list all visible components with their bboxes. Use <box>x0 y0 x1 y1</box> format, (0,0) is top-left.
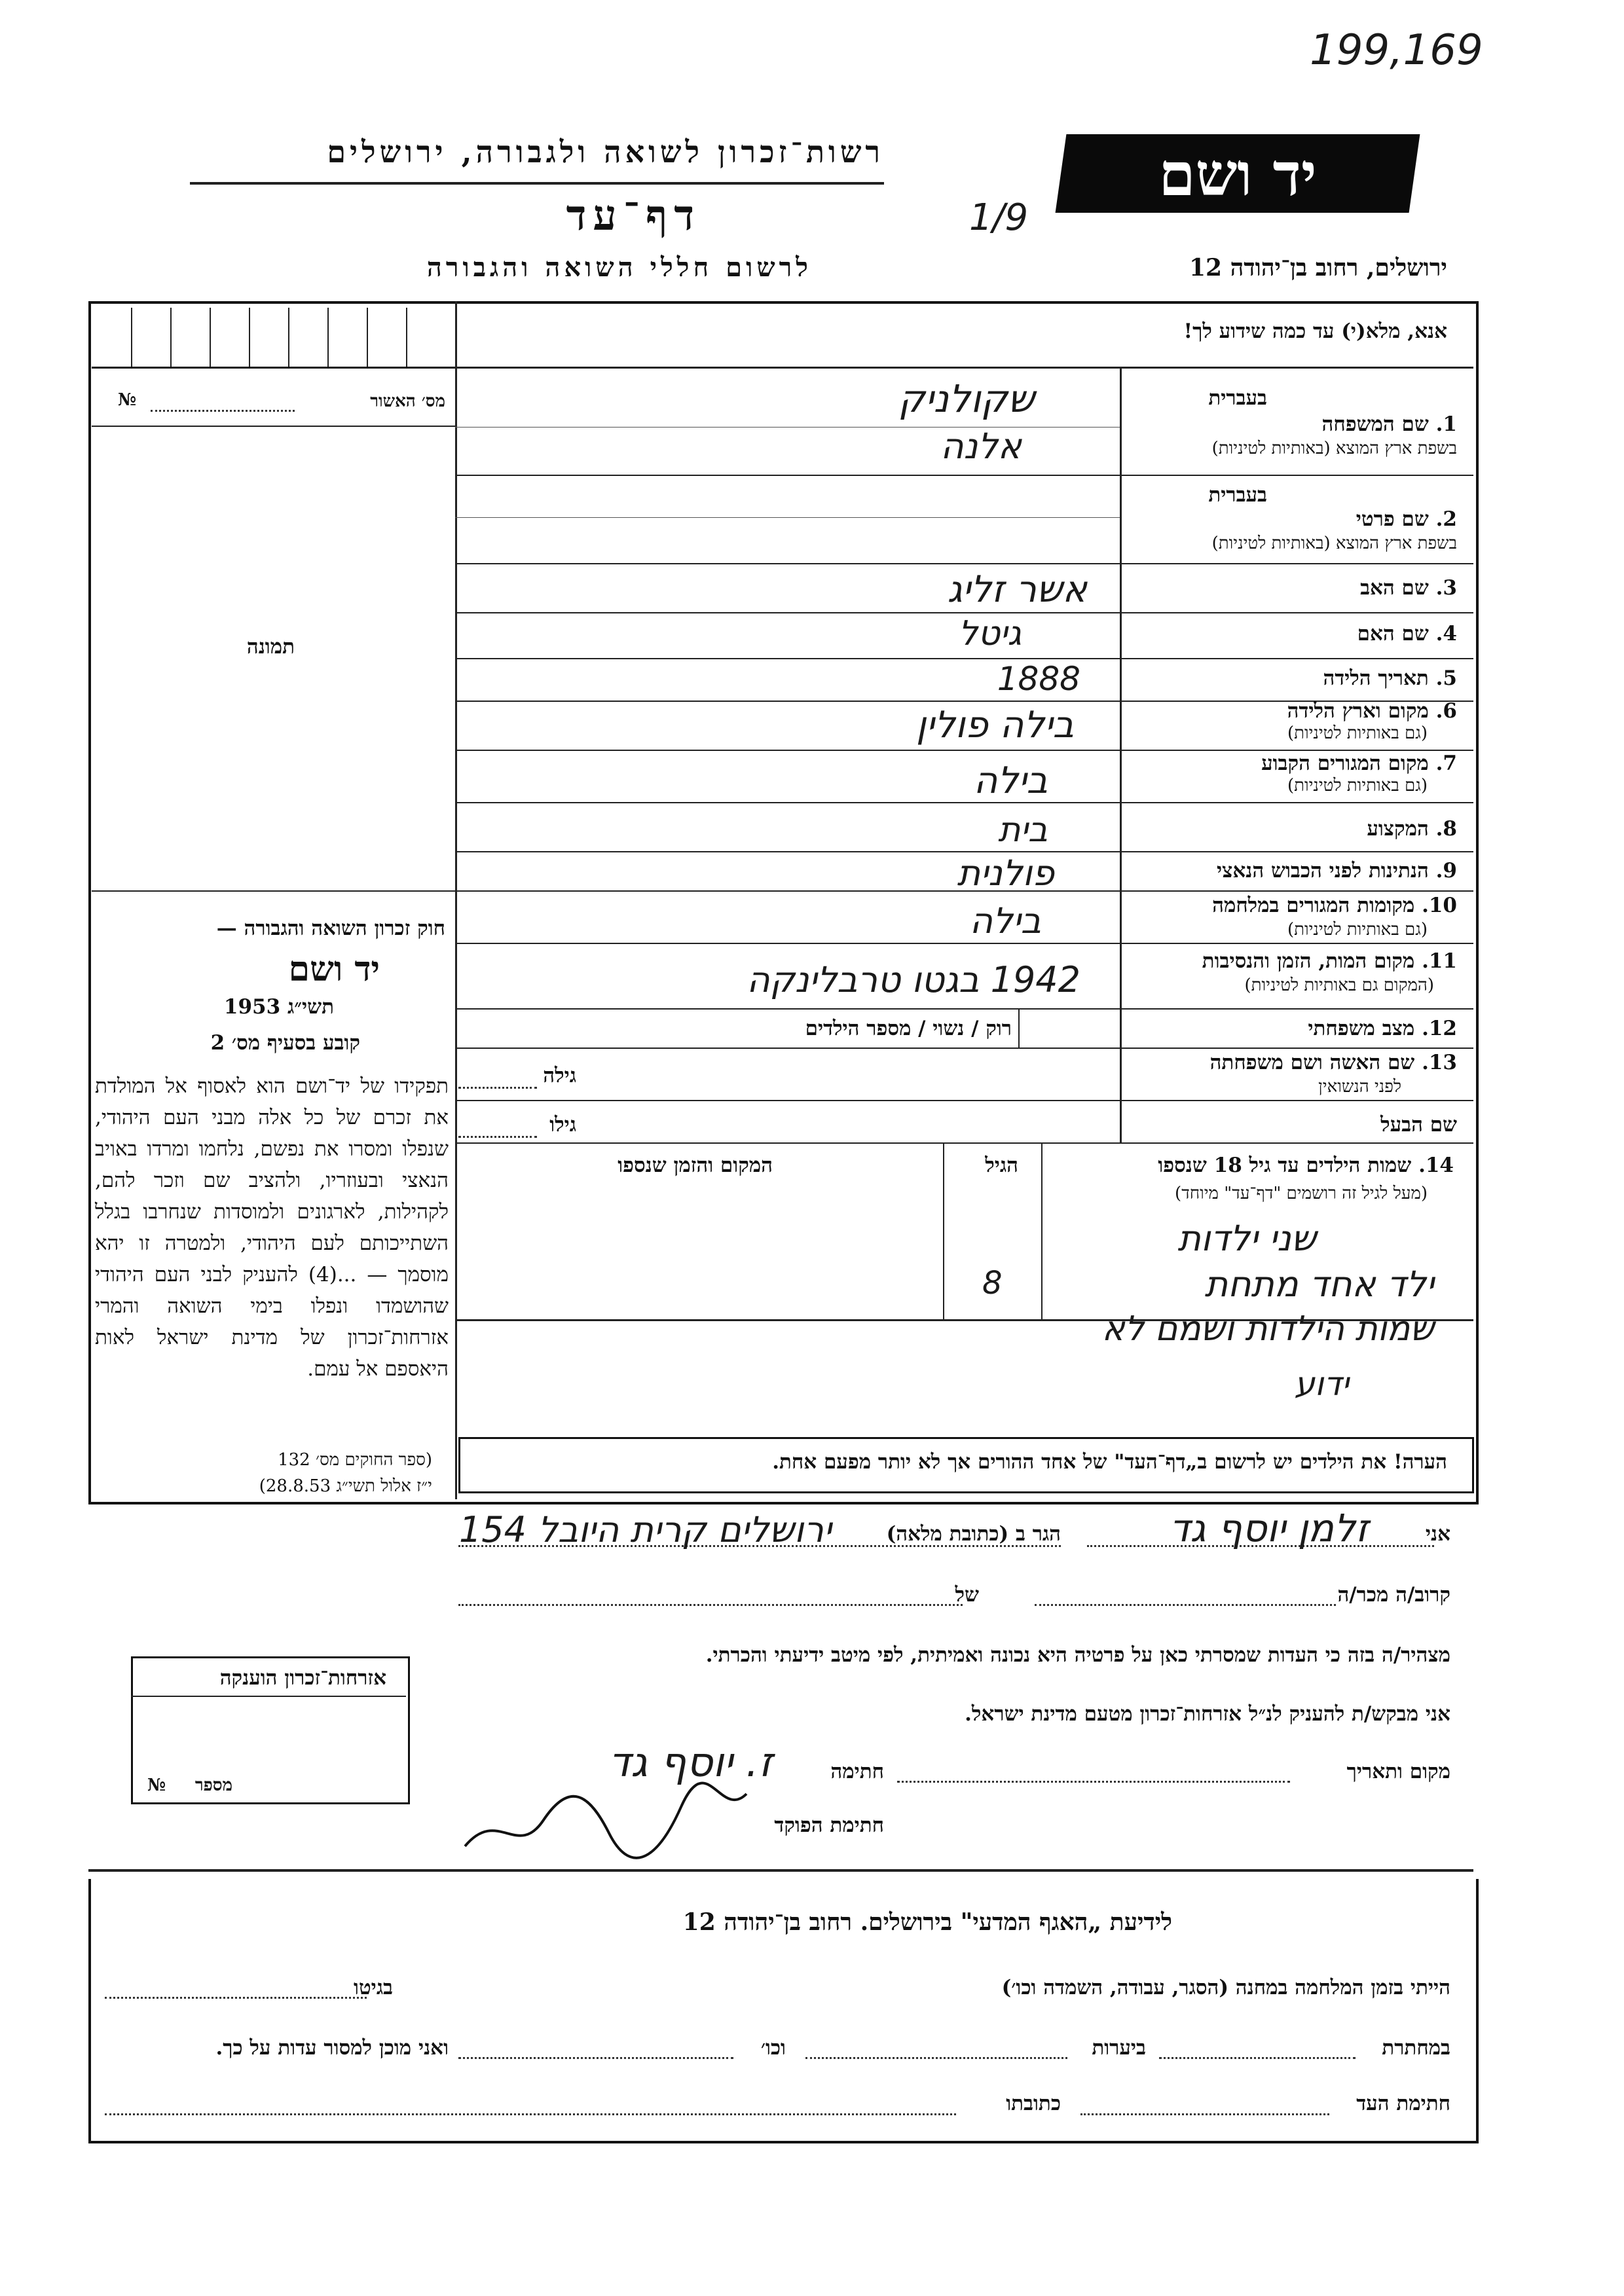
approval-no-symbol: № <box>118 390 137 410</box>
field-3-label: 3. שם האב <box>1360 576 1457 600</box>
decl-ani: אני <box>1425 1522 1450 1546</box>
in-hebrew-2: בעברית <box>1208 483 1267 507</box>
address: ירושלים, רחוב בן־יהודה 12 <box>1189 254 1447 282</box>
children-label: 14. שמות הילדים עד גיל 18 שנספו <box>1158 1154 1454 1177</box>
field-11-label: 11. מקום המות, הזמן והנסיבות <box>1202 949 1457 973</box>
child-row-2-age[interactable]: 8 <box>982 1265 1003 1302</box>
field-1-label: 1. שם המשפחה <box>1321 412 1457 436</box>
bottom-line1-b: בגיטו <box>354 1976 393 1999</box>
sheet-mark: 1/9 <box>969 196 1029 239</box>
child-row-4[interactable]: ידוע <box>1294 1365 1349 1403</box>
photo-label: תמונה <box>246 635 295 659</box>
field-1-value-latin[interactable]: אלנה <box>940 426 1022 467</box>
declarant-name[interactable]: זלמן יוסף גד <box>1169 1506 1369 1550</box>
law-name: יד ושם <box>288 949 380 989</box>
field-4-label: 4. שם האם <box>1357 622 1457 646</box>
field-8-label: 8. המקצוע <box>1367 817 1457 841</box>
field-9-value[interactable]: פולנית <box>957 852 1054 894</box>
archive-number: 199,169 <box>1310 26 1483 75</box>
field-13-label: 13. שם האשה ושם משפחתה <box>1209 1051 1457 1074</box>
witness-address-field[interactable] <box>105 2113 956 2115</box>
underground-field[interactable] <box>1159 2057 1356 2059</box>
wife-age-field[interactable] <box>458 1087 537 1089</box>
field-3-value[interactable]: אשר זליג <box>947 568 1087 611</box>
wife-age-label: גילה <box>543 1064 576 1087</box>
decl-request: אני מבקש/ת להעניק לנ״ל אזרחות־זכרון מטעם מדינת ישראל. <box>965 1702 1450 1726</box>
bottom-line2-d: ואני מוכן למסור עדות על כך. <box>215 2036 449 2060</box>
bottom-line3-b: כתובתו <box>1006 2092 1061 2115</box>
field-6-sub: (גם באותיות לטיניות) <box>1287 723 1428 743</box>
citizenship-number-label: מספר <box>194 1776 232 1795</box>
law-clause: קובע בסעיף מס׳ 2 <box>210 1031 360 1055</box>
bottom-line3-a: חתימת העד <box>1356 2092 1450 2115</box>
husband-age-field[interactable] <box>458 1136 537 1138</box>
etc-field[interactable] <box>458 2057 733 2059</box>
witness-signature-field[interactable] <box>1080 2113 1329 2115</box>
place-date-field[interactable] <box>897 1781 1290 1783</box>
bottom-line2-b: ביערות <box>1092 2036 1146 2060</box>
of-field[interactable] <box>458 1604 963 1606</box>
field-13-sub: לפני הנשואין <box>1318 1077 1401 1097</box>
decl-resides: הגר ב (כתובת מלאה) <box>886 1522 1061 1546</box>
decl-relative: קרוב/ה מכר/ה <box>1337 1583 1450 1607</box>
law-title: חוק זכרון השואה והגבורה — <box>216 917 445 940</box>
intro-text: אנא, מלא(י) עד כמה שידוע לך! <box>1183 319 1447 343</box>
children-place-header: המקום והזמן שנספו <box>618 1154 773 1177</box>
decl-of: של <box>955 1583 979 1607</box>
relative-field[interactable] <box>1035 1604 1336 1606</box>
law-ref-2: י״ז אלול תשי״ג 28.8.53) <box>259 1476 432 1496</box>
field-10-sub: (גם באותיות לטיניות) <box>1287 920 1428 939</box>
husband-label: שם הבעל <box>1380 1113 1457 1137</box>
form-title: דף־עד <box>566 191 701 240</box>
children-sub: (מעל לגיל זה רושמים "דף־עד" מיוחד) <box>1175 1184 1428 1203</box>
field-7-sub: (גם באותיות לטיניות) <box>1287 776 1428 795</box>
field-7-label: 7. מקום המגורים הקבוע <box>1261 752 1457 775</box>
field-11-value[interactable]: 1942 בגטו טרבלינקה <box>747 959 1080 1000</box>
law-ref-1: (ספר החוקים מס׳ 132 <box>278 1450 432 1470</box>
law-body: תפקידו של יד־ושם הוא לאסוף אל המולדת את זכרם של כל אלה מבני העם היהודי, שנפלו ומסרו את נפשם, נלחמו ומרדו באויב הנאצי ובעוזריו, ולהציב שם וזכר להם, לקהילות, לארגונים ולמוסדות שנחרבו בגלל השתייכותם לעם היהודי, ולמטרה זו יהא מוסמך — ...(4) להעניק לבני העם היהודי שהושמדו ונפלו בימי השואה והמרי אזרחות־זכרון של מדינת ישראל לאות היאספם אל עמם. <box>95 1074 449 1381</box>
field-6-label: 6. מקום וארץ הלידה <box>1287 699 1457 723</box>
official-signature-label: חתימת הפוקד <box>774 1813 884 1837</box>
field-10-label: 10. מקומות המגורים במלחמה <box>1212 894 1457 917</box>
field-11-sub: (המקום גם באותיות לטיניות) <box>1244 975 1434 995</box>
official-signature-scribble <box>458 1768 753 1872</box>
field-5-label: 5. תאריך הלידה <box>1323 666 1457 690</box>
bottom-title: לידיעת „האגף המדעי" בירושלים. רחוב בן־יהודה 12 <box>682 1908 1172 1936</box>
signature-value[interactable]: ז. יוסף גד <box>608 1738 773 1786</box>
field-2-label: 2. שם פרטי <box>1356 507 1457 531</box>
approval-number-field[interactable] <box>151 410 295 412</box>
field-6-value[interactable]: בילה פולין <box>916 704 1074 746</box>
children-age-header: הגיל <box>985 1154 1018 1177</box>
decl-statement: מצהיר/ה בזה כי העדות שמסרתי כאן על פרטיה היא נכונה ואמיתית, לפי מיטב ידיעתי והכרתי. <box>705 1643 1450 1667</box>
citizenship-no-symbol: № <box>147 1776 166 1795</box>
in-hebrew-1: בעברית <box>1208 386 1267 410</box>
approval-boxes <box>92 304 455 369</box>
bottom-line2-c: וכו׳ <box>760 2036 786 2060</box>
field-2-sub: בשפת ארץ המוצא (באותיות לטיניות) <box>1211 534 1457 553</box>
signature-label: חתימה <box>830 1760 884 1783</box>
note-text: הערה! את הילדים יש לרשום ב„דף־העד" של אחד ההורים אך לא יותר מפעם אחת. <box>772 1450 1447 1474</box>
child-row-1[interactable]: שני ילדות <box>1177 1218 1316 1259</box>
field-7-value[interactable]: בילה <box>973 759 1048 802</box>
approval-number-label: מס׳ האשור <box>370 392 445 411</box>
authority-title: רשות־זכרון לשואה ולגבורה, ירושלים <box>327 134 884 170</box>
child-row-2[interactable]: ילד אחד מתחת <box>1204 1264 1434 1305</box>
bottom-line2-a: במחתרת <box>1382 2036 1450 2060</box>
law-year: תשי״ג 1953 <box>223 995 334 1019</box>
field-9-label: 9. הנתינות לפני הכבוש הנאצי <box>1217 859 1457 883</box>
child-row-3[interactable]: שמות הילדות ושמם לא <box>1101 1309 1434 1349</box>
field-5-value[interactable]: 1888 <box>997 660 1080 698</box>
declarant-address[interactable]: ירושלים קרית היובל 154 <box>458 1509 832 1550</box>
husband-age-label: גילו <box>549 1113 576 1137</box>
citizenship-title: אזרחות־זכרון הוענקה <box>219 1666 386 1690</box>
field-1-value[interactable]: שקולניק <box>898 376 1035 421</box>
logo-text: יד ושם <box>1158 140 1317 210</box>
field-12-label: 12. מצב משפחתי <box>1308 1017 1457 1040</box>
field-4-value[interactable]: גיטל <box>958 614 1022 653</box>
bottom-line1-a: הייתי בזמן המלחמה במחנה (הסגר, עבודה, השמדה וכו׳) <box>1001 1976 1450 1999</box>
forests-field[interactable] <box>805 2057 1067 2059</box>
ghetto-field[interactable] <box>105 1997 367 1999</box>
field-8-value[interactable]: בית <box>998 811 1048 850</box>
field-10-value[interactable]: בילה <box>969 900 1041 941</box>
place-date-label: מקום ותאריך <box>1346 1760 1450 1783</box>
field-12-options[interactable]: רוק / נשוי / מספר הילדים <box>805 1017 1012 1040</box>
form-subtitle: לרשום חללי השואה והגבורה <box>426 252 812 283</box>
field-1-sub: בשפת ארץ המוצא (באותיות לטיניות) <box>1211 439 1457 458</box>
